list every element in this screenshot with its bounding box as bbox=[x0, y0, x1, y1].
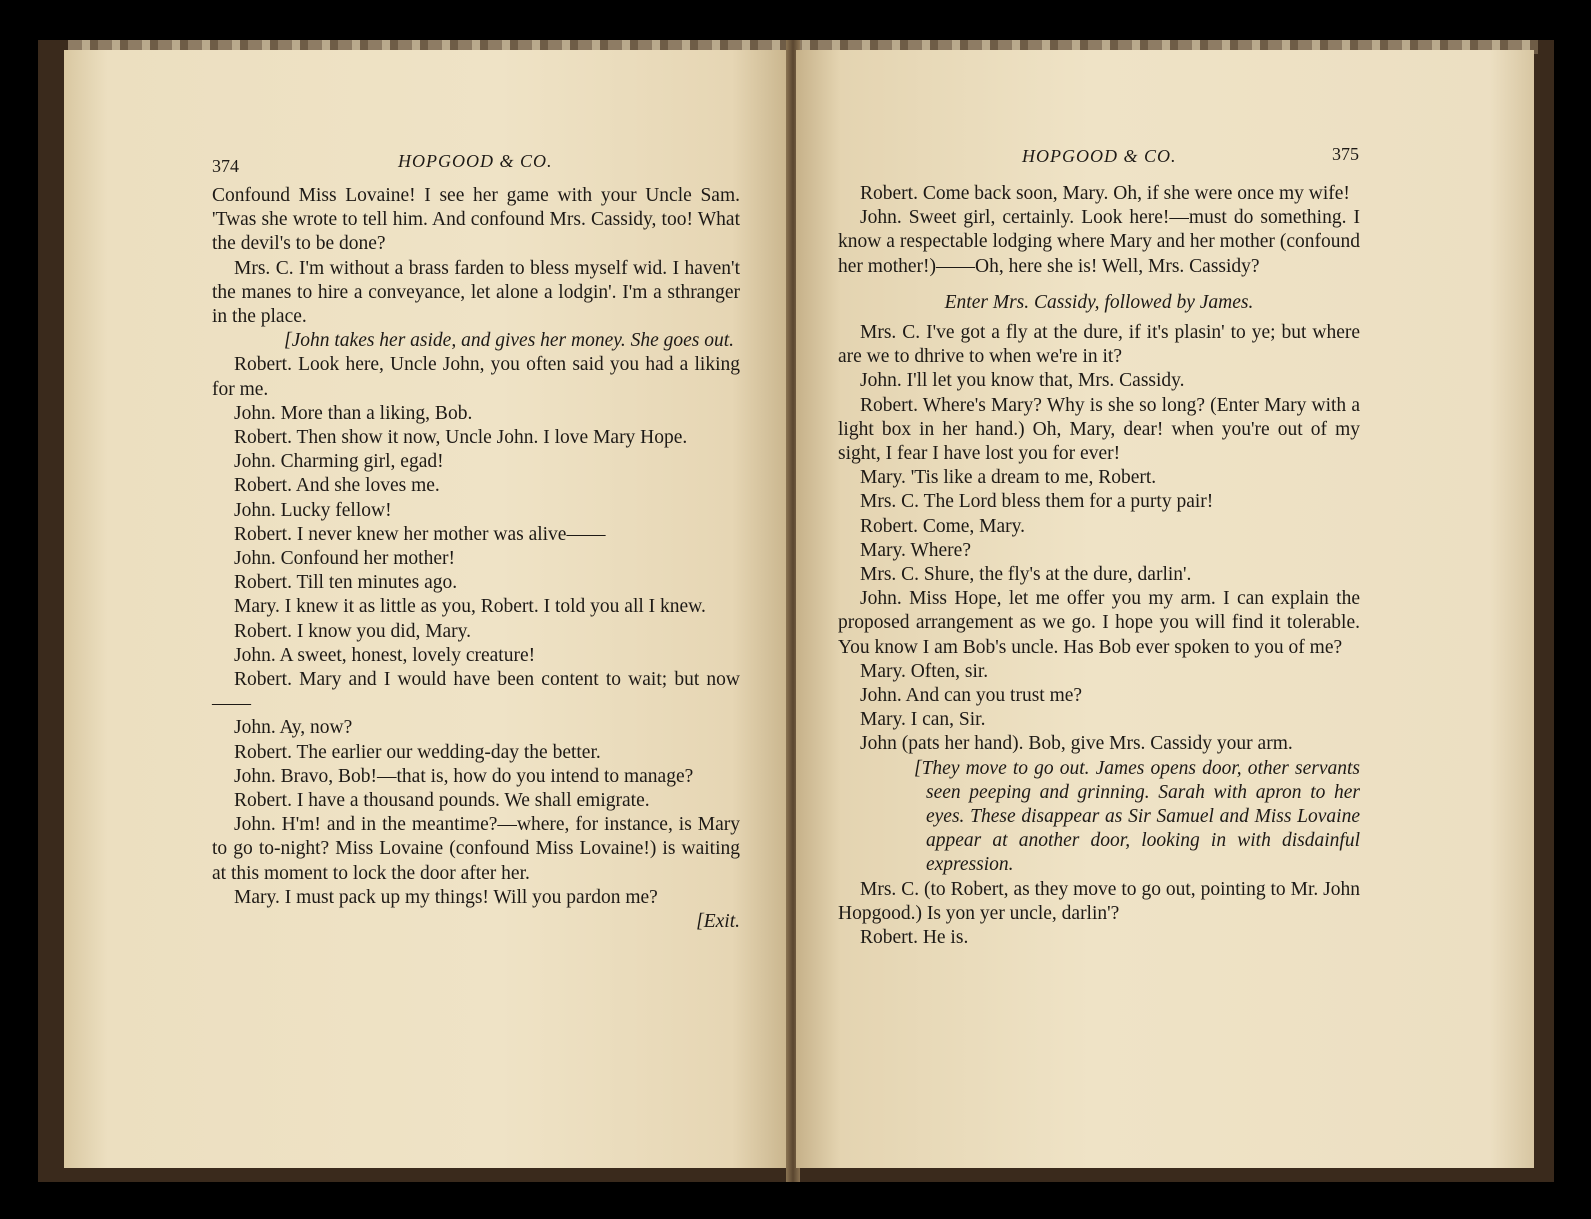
speech-line: Mrs. C. I'm without a brass farden to bless myself wid. I haven't the manes to hire a conveyance, let alone a lodgin'. I'm a sthranger in the place. bbox=[212, 257, 740, 328]
speech-line: Mary. I can, Sir. bbox=[860, 709, 986, 731]
page-body bbox=[838, 182, 1360, 950]
speech-line: John. H'm! and in the meantime?—where, for instance, is Mary to go to-night? Miss Lovaine (confound Miss Lovaine!) is waiting at this moment to lock the door after her. bbox=[212, 814, 740, 884]
speech-line: John (pats her hand). Bob, give Mrs. Cassidy your arm. bbox=[860, 733, 1293, 755]
speech-line: Mrs. C. I've got a fly at the dure, if it's plasin' to ye; but where are we to dhrive to when we're in it? bbox=[838, 322, 1360, 368]
right-page bbox=[796, 50, 1534, 1168]
speech-line: Mary. I knew it as little as you, Robert. I told you all I knew. bbox=[234, 596, 706, 618]
speech-line: Robert. I know you did, Mary. bbox=[234, 620, 472, 642]
speech-line: Robert. I have a thousand pounds. We shall emigrate. bbox=[234, 790, 650, 812]
speech-line: Robert. The earlier our wedding-day the better. bbox=[234, 741, 601, 763]
speech-line: Mary. 'Tis like a dream to me, Robert. bbox=[860, 467, 1157, 489]
speech-line: Robert. Mary and I would have been content to wait; but now—— bbox=[212, 669, 740, 715]
speech-line: Robert. Where's Mary? Why is she so long? (Enter Mary with a light box in her hand.) Oh, Mary, dear! when you're out of my sight, I fear I have lost you for ever! bbox=[838, 394, 1360, 465]
stage-direction: [They move to go out. James opens door, other servants seen peeping and grinning. Sarah with apron to her eyes. These disappear as Sir Samuel and Miss Lovaine appear at another door, looking in with disdainful expression. bbox=[914, 757, 1360, 876]
speech-line: Robert. And she loves me. bbox=[234, 475, 440, 497]
speech-line: Robert. Come, Mary. bbox=[860, 515, 1025, 537]
speech-line: Robert. Come back soon, Mary. Oh, if she were once my wife! bbox=[860, 183, 1350, 204]
speech-line: Robert. I never knew her mother was alive—— bbox=[234, 523, 606, 545]
speech-line: John. Charming girl, egad! bbox=[234, 451, 444, 473]
speech-line: Mary. I must pack up my things! Will you pardon me? bbox=[234, 886, 658, 908]
speech-line: John. Lucky fellow! bbox=[234, 499, 392, 521]
stage-direction-entrance: Enter Mrs. Cassidy, followed by James. bbox=[944, 291, 1254, 313]
speech-line: Robert. Then show it now, Uncle John. I love Mary Hope. bbox=[234, 427, 688, 449]
page-body bbox=[212, 184, 740, 934]
speech-line: John. Ay, now? bbox=[234, 717, 353, 739]
speech-line: John. Miss Hope, let me offer you my arm. I can explain the proposed arrangement as we go. I hope you will find it tolerable. You know I am Bob's uncle. Has Bob ever spoken to you of me? bbox=[838, 588, 1360, 658]
speech-line: Robert. Look here, Uncle John, you often said you had a liking for me. bbox=[212, 354, 740, 400]
speech-line: Robert. He is. bbox=[860, 927, 969, 949]
stage-direction: [John takes her aside, and gives her money. She goes out. bbox=[284, 330, 735, 352]
page-number: 375 bbox=[1332, 144, 1359, 164]
speech-line: Mrs. C. (to Robert, as they move to go out, pointing to Mr. John Hopgood.) Is yon yer uncle, darlin'? bbox=[838, 878, 1360, 924]
speech-line: Confound Miss Lovaine! I see her game with your Uncle Sam. 'Twas she wrote to tell him. And confound Mrs. Cassidy, too! What the devil's to be done? bbox=[212, 185, 740, 255]
speech-line: John. Confound her mother! bbox=[234, 548, 455, 570]
speech-line: Mrs. C. The Lord bless them for a purty pair! bbox=[860, 491, 1214, 513]
speech-line: John. A sweet, honest, lovely creature! bbox=[234, 644, 536, 666]
speech-line: Robert. Till ten minutes ago. bbox=[234, 572, 458, 594]
speech-line: Mrs. C. Shure, the fly's at the dure, darlin'. bbox=[860, 564, 1192, 586]
open-book bbox=[38, 40, 1554, 1182]
page-number: 374 bbox=[212, 156, 239, 176]
speech-line: John. More than a liking, Bob. bbox=[234, 402, 473, 424]
speech-line: John. And can you trust me? bbox=[860, 685, 1083, 707]
left-page bbox=[64, 50, 790, 1168]
running-head: HOPGOOD & CO. bbox=[1022, 146, 1177, 166]
speech-line: John. Sweet girl, certainly. Look here!—must do something. I know a respectable lodging where Mary and her mother (confound her mother!)——Oh, here she is! Well, Mrs. Cassidy? bbox=[838, 207, 1360, 277]
speech-line: Mary. Often, sir. bbox=[860, 660, 989, 682]
speech-line: Mary. Where? bbox=[860, 539, 971, 561]
speech-line: John. I'll let you know that, Mrs. Cassidy. bbox=[860, 370, 1185, 392]
speech-line: John. Bravo, Bob!—that is, how do you intend to manage? bbox=[234, 765, 694, 787]
stage-direction-exit: [Exit. bbox=[696, 911, 740, 933]
running-head: HOPGOOD & CO. bbox=[398, 151, 553, 171]
